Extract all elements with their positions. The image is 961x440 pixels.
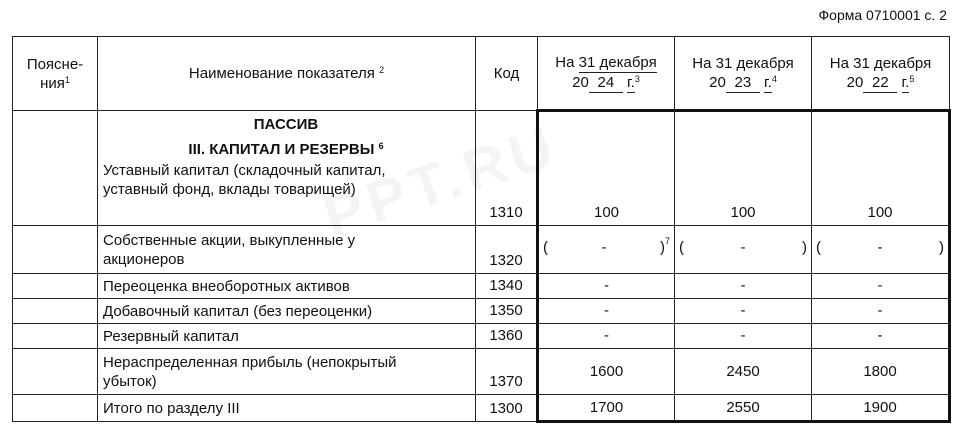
- table-row: [13, 111, 950, 226]
- table-row: [13, 226, 950, 274]
- paren-open: (: [543, 239, 548, 256]
- header-note-sup: 1: [64, 74, 70, 85]
- row-1310-note: [13, 111, 98, 226]
- row-1350-note: [13, 299, 98, 324]
- row-1370-value-3: 1800: [812, 349, 950, 395]
- period-1-century: 20: [572, 74, 589, 91]
- row-1300-value-1: 1700: [538, 395, 675, 422]
- period-2-year: 23: [726, 73, 760, 93]
- row-1340-value-1: -: [538, 274, 675, 299]
- row-1320-value-2-text: -: [740, 239, 746, 256]
- row-1360-value-3: -: [812, 324, 950, 349]
- period-1-date: 31 декабря: [578, 54, 657, 71]
- header-period-3: [812, 37, 950, 111]
- row-1320-value-1-text: -: [601, 239, 607, 256]
- row-1310-value-3: 100: [812, 111, 950, 226]
- paren-close: ): [659, 239, 665, 256]
- table-header-row: [13, 37, 950, 111]
- row-1370-value-2: 2450: [675, 349, 812, 395]
- period-2-date: 31 декабря: [715, 54, 794, 72]
- row-1370-name: Нераспределенная прибыль (непокрытый убыток): [98, 349, 476, 395]
- row-1320-value-3: [812, 226, 950, 274]
- row-1360-value-1: -: [538, 324, 675, 349]
- table-row: [13, 395, 950, 422]
- row-1340-name: Переоценка внеоборотных активов: [98, 274, 476, 299]
- row-1320-value-3-text: -: [877, 239, 883, 256]
- table-row: [13, 299, 950, 324]
- row-1320-value-2: [675, 226, 812, 274]
- table-row: [13, 274, 950, 299]
- paren-open: (: [679, 239, 684, 256]
- period-2-prefix: На: [692, 54, 712, 72]
- row-1300-name: Итого по разделу III: [98, 395, 476, 422]
- row-1300-code: 1300: [476, 395, 538, 422]
- row-1340-note: [13, 274, 98, 299]
- row-1310-name: Уставный капитал (складочный капитал, уставный фонд, вклады товарищей): [103, 162, 386, 198]
- row-1340-value-3: -: [812, 274, 950, 299]
- row-1360-value-2: -: [675, 324, 812, 349]
- row-1320-code: 1320: [476, 226, 538, 274]
- header-code: Код: [476, 37, 538, 111]
- period-3-suffix: г.: [901, 73, 910, 91]
- table-row: [13, 324, 950, 349]
- period-2-suffix: г.: [764, 73, 772, 91]
- form-id-label: Форма 0710001 с. 2: [818, 7, 947, 23]
- row-1320-sup: 7: [664, 236, 670, 246]
- period-1-year: 24: [589, 73, 623, 93]
- row-1320-note: [13, 226, 98, 274]
- row-1310-value-2: 100: [675, 111, 812, 226]
- section-subtitle-text: III. КАПИТАЛ И РЕЗЕРВЫ: [188, 141, 375, 158]
- period-3-date: 31 декабря: [853, 54, 932, 72]
- row-1300-value-2: 2550: [675, 395, 812, 422]
- row-1320-name: Собственные акции, выкупленные у акционеров: [98, 226, 476, 274]
- paren-close: ): [939, 239, 944, 256]
- row-1370-value-1: 1600: [538, 349, 675, 395]
- header-period-2: [675, 37, 812, 111]
- row-1320-value-1: [538, 226, 675, 274]
- header-period-1: [538, 37, 675, 111]
- section-subtitle: [103, 140, 469, 159]
- header-note: [13, 37, 98, 111]
- table-row: [13, 349, 950, 395]
- period-3-sup: 5: [909, 73, 915, 84]
- row-1350-code: 1350: [476, 299, 538, 324]
- row-1370-note: [13, 349, 98, 395]
- row-1340-code: 1340: [476, 274, 538, 299]
- period-1-prefix: На: [555, 54, 575, 71]
- row-1310-value-1: 100: [538, 111, 675, 226]
- section-subtitle-sup: 6: [378, 141, 384, 151]
- header-note-text: Поясне- ния: [26, 55, 84, 92]
- balance-sheet-table: [12, 36, 951, 423]
- row-1300-note: [13, 395, 98, 422]
- period-3-prefix: На: [829, 54, 849, 72]
- section-title: ПАССИВ: [253, 116, 319, 133]
- row-1350-value-3: -: [812, 299, 950, 324]
- period-1-suffix: г.: [627, 74, 635, 91]
- paren-open: (: [816, 239, 821, 256]
- row-1360-name: Резервный капитал: [98, 324, 476, 349]
- row-1350-name: Добавочный капитал (без переоценки): [98, 299, 476, 324]
- period-2-sup: 4: [771, 73, 777, 84]
- row-1360-code: 1360: [476, 324, 538, 349]
- header-name-sup: 2: [379, 65, 385, 75]
- period-1-sup: 3: [634, 74, 640, 84]
- header-name-text: Наименование показателя: [188, 65, 375, 82]
- period-2-century: 20: [709, 73, 726, 91]
- row-1350-value-1: -: [538, 299, 675, 324]
- row-1310-code: 1310: [476, 111, 538, 226]
- row-1370-code: 1370: [476, 349, 538, 395]
- row-1350-value-2: -: [675, 299, 812, 324]
- row-1310-name-cell: [98, 111, 476, 226]
- row-1300-value-3: 1900: [812, 395, 950, 422]
- row-1360-note: [13, 324, 98, 349]
- paren-close: ): [802, 239, 807, 256]
- period-3-century: 20: [846, 73, 864, 91]
- row-1340-value-2: -: [675, 274, 812, 299]
- header-name: [98, 37, 476, 111]
- period-3-year: 22: [863, 73, 897, 93]
